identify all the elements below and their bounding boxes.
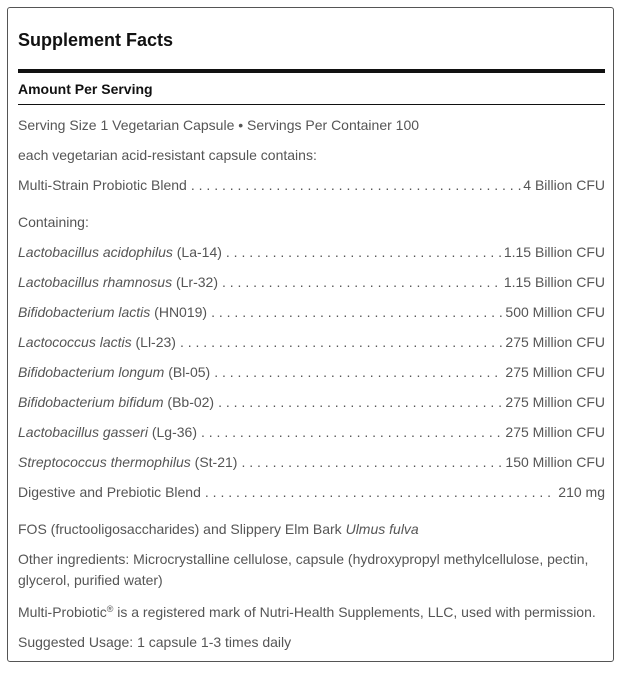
strain-row [18, 242, 605, 262]
strain-label [18, 422, 197, 442]
strain-name: Lactobacillus gasseri [18, 424, 148, 440]
dot-leader [226, 242, 502, 262]
strain-row [18, 272, 605, 292]
serving-size-line: Serving Size 1 Vegetarian Capsule • Servings Per Container 100 [18, 117, 420, 133]
probiotic-blend-label: Multi-Strain Probiotic Blend [18, 177, 187, 193]
dot-leader [180, 332, 503, 352]
containing-label: Containing: [18, 214, 89, 230]
dot-leader [222, 272, 502, 292]
dot-leader [241, 452, 503, 472]
digestive-blend-row [18, 482, 605, 502]
strain-amount: 150 Million CFU [505, 454, 605, 470]
strain-name: Lactobacillus rhamnosus [18, 274, 173, 290]
strain-amount: 275 Million CFU [505, 424, 605, 440]
digestive-blend-label: Digestive and Prebiotic Blend [18, 484, 201, 500]
strain-name: Bifidobacterium lactis [18, 304, 151, 320]
dot-leader [201, 422, 503, 442]
other-ingredients: Other ingredients: Microcrystalline cellulose, capsule (hydroxypropyl methylcellulose, pectin, glycerol, purified water) [18, 551, 589, 588]
strain-row [18, 392, 605, 412]
capsule-contents-line: each vegetarian acid-resistant capsule contains: [18, 147, 317, 163]
strain-amount: 1.15 Billion CFU [503, 244, 605, 260]
dot-leader [191, 175, 521, 195]
suggested-usage: Suggested Usage: 1 capsule 1-3 times daily [18, 634, 292, 650]
strain-row [18, 422, 605, 442]
strain-label [18, 332, 176, 352]
strain-amount: 1.15 Billion CFU [503, 274, 605, 290]
probiotic-blend-row [18, 175, 605, 195]
strain-amount: 275 Million CFU [505, 394, 605, 410]
strain-label [18, 272, 218, 292]
fos-text: FOS (fructooligosaccharides) and Slippery Elm Bark [18, 521, 342, 537]
dot-leader [218, 392, 503, 412]
strain-amount: 275 Million CFU [505, 334, 605, 350]
strain-code: (Lr-32) [175, 274, 218, 290]
dot-leader [214, 362, 503, 382]
strain-row [18, 332, 605, 352]
strain-row [18, 362, 605, 382]
amount-per-serving-heading: Amount Per Serving [18, 81, 153, 97]
trademark-text: is a registered mark of Nutri-Health Supplements, LLC, used with permission. [113, 604, 596, 620]
digestive-blend-amount: 210 mg [558, 484, 605, 500]
trademark-brand: Multi-Probiotic [18, 604, 107, 620]
strain-label [18, 452, 237, 472]
strain-name: Lactobacillus acidophilus [18, 244, 173, 260]
registered-mark: ® [106, 604, 114, 614]
strain-code: (Bb-02) [167, 394, 215, 410]
fos-line [18, 519, 605, 539]
dot-leader [205, 482, 550, 502]
strain-amount: 275 Million CFU [505, 364, 605, 380]
strain-code: (Bl-05) [168, 364, 211, 380]
dot-leader [211, 302, 503, 322]
strain-label [18, 362, 210, 382]
strain-code: (La-14) [176, 244, 222, 260]
thin-divider [18, 104, 605, 105]
panel-title: Supplement Facts [18, 30, 174, 50]
thick-divider [18, 69, 605, 73]
strain-name: Bifidobacterium bifidum [18, 394, 164, 410]
strain-code: (Ll-23) [135, 334, 176, 350]
strain-label [18, 392, 214, 412]
strain-row [18, 302, 605, 322]
strain-code: (St-21) [194, 454, 238, 470]
strain-label [18, 242, 222, 262]
trademark-notice [18, 602, 605, 622]
strain-code: (Lg-36) [151, 424, 197, 440]
strain-label [18, 302, 207, 322]
fos-latin-name: Ulmus fulva [345, 521, 419, 537]
strain-code: (HN019) [154, 304, 208, 320]
strain-name: Lactococcus lactis [18, 334, 132, 350]
probiotic-blend-amount: 4 Billion CFU [523, 177, 605, 193]
strain-name: Bifidobacterium longum [18, 364, 165, 380]
strain-amount: 500 Million CFU [505, 304, 605, 320]
strain-row [18, 452, 605, 472]
strain-name: Streptococcus thermophilus [18, 454, 191, 470]
